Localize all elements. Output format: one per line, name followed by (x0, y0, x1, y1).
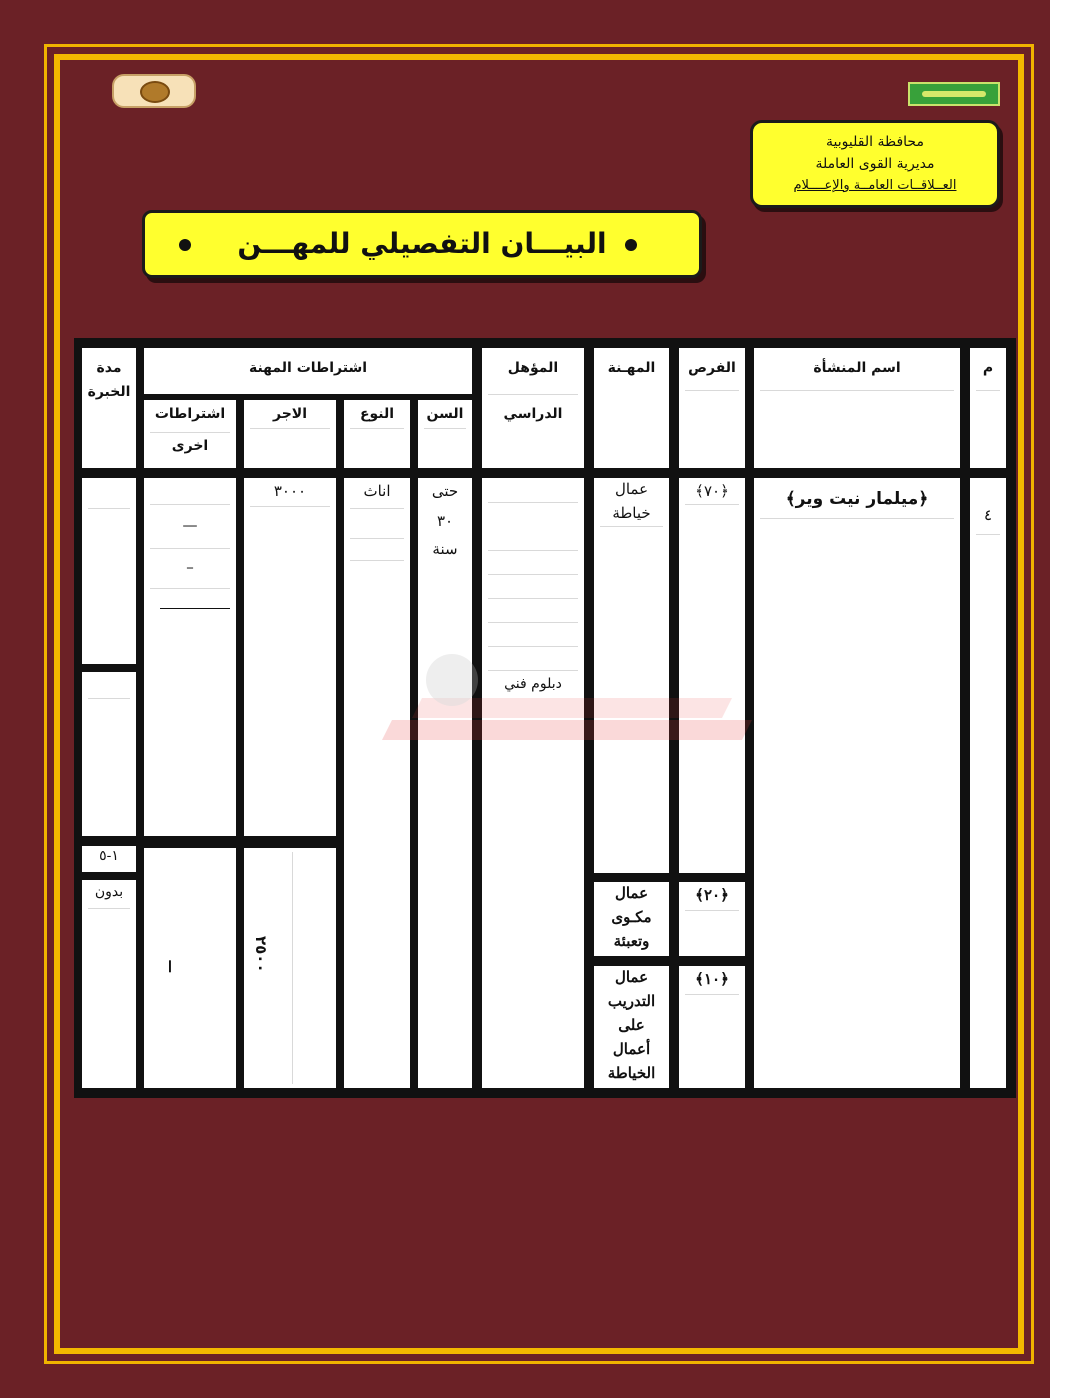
exp-cell-a (82, 478, 136, 664)
header-conditions-label: اشتراطات المهنة (248, 360, 368, 376)
vacancies-job1: ﴿٧٠﴾ (695, 482, 729, 500)
header-cell-num (970, 348, 1006, 468)
age-line1: حتى (431, 482, 459, 500)
job1-title-line1: عمال (614, 480, 649, 498)
job3-title-line2: التدريب (607, 992, 656, 1010)
header-cell-qualification (482, 348, 584, 468)
wage-cell-1 (244, 478, 336, 836)
header-vacancies-label: الفرص (688, 360, 736, 376)
vacancies-job2: ﴿٢٠﴾ (695, 886, 729, 904)
job3-title-line5: الخياطة (607, 1064, 656, 1082)
job1-title-line2: خياطة (612, 504, 651, 522)
exp-cell-c (82, 846, 136, 872)
header-qual-label-1: المؤهل (507, 360, 559, 376)
job3-title-line3: على (618, 1016, 645, 1034)
jobs-table (74, 338, 1016, 1098)
age-cell (418, 478, 472, 1088)
vacancies-cell-1 (679, 478, 745, 873)
job3-title-line4: أعمال (612, 1040, 651, 1058)
page-title: البيـــان التفصيلي للمهـــن (237, 227, 607, 260)
title-box (142, 210, 702, 278)
gender-value: اناث (363, 482, 391, 500)
header-cell-other (144, 400, 236, 468)
header-cell-experience (82, 348, 136, 468)
exp-job1: ١-٥ (99, 848, 119, 864)
job-cell-3 (594, 966, 669, 1088)
job2-title-line3: وتعبئة (613, 932, 650, 950)
wage-job1: ٣٠٠٠ (273, 482, 307, 500)
vacancies-job3: ﴿١٠﴾ (695, 970, 729, 988)
header-exp-label-1: مدة (96, 360, 122, 376)
job2-title-line1: عمال (614, 884, 649, 902)
logo-bar-icon (922, 91, 986, 97)
header-qual-label-2: الدراسي (503, 406, 563, 422)
header-cell-company (754, 348, 960, 468)
header-line-pr: العــلاقــات العامــة والإعــــلام (793, 178, 957, 193)
vacancies-cell-2 (679, 882, 745, 956)
exp-cell-d (82, 880, 136, 1088)
other-dash-1: — (182, 516, 198, 534)
governorate-logo (908, 82, 1000, 106)
other-underline (160, 608, 230, 609)
egypt-emblem-logo (112, 74, 196, 108)
qualification-value: دبلوم فني (504, 676, 562, 692)
company-name: ﴿ميلمار نيت وير﴾ (785, 489, 929, 509)
header-line-governorate: محافظة القليوبية (826, 134, 924, 150)
exp-cell-b (82, 672, 136, 836)
vacancies-cell-3 (679, 966, 745, 1088)
job2-title-line2: مكـوى (611, 908, 652, 926)
qualification-cell (482, 478, 584, 1088)
row-number: ٤ (983, 506, 993, 524)
header-job-label: المهـنة (607, 360, 656, 376)
job-cell-1 (594, 478, 669, 873)
header-cell-job (594, 348, 669, 468)
header-cell-wage (244, 400, 336, 468)
header-other-label-1: اشتراطات (154, 406, 226, 422)
other-job2: ا (167, 958, 173, 976)
eagle-seal-icon (140, 81, 170, 103)
row-num-cell (970, 478, 1006, 1088)
header-num-label: م (982, 360, 994, 376)
wage-cell-2 (244, 848, 336, 1088)
header-cell-vacancies (679, 348, 745, 468)
header-other-label-2: اخرى (171, 438, 209, 454)
exp-job2: بدون (94, 884, 124, 900)
other-cell-2 (144, 848, 236, 1088)
other-dash-2: – (186, 558, 194, 576)
age-line2: ٣٠ (436, 512, 454, 530)
age-line3: سنة (432, 540, 458, 558)
header-cell-gender (344, 400, 410, 468)
header-cell-conditions (144, 348, 472, 394)
header-line-directorate: مديرية القوى العاملة (815, 156, 935, 172)
wage-job2: ٢٥٠٠ (252, 936, 270, 973)
header-wage-label: الاجر (272, 406, 308, 422)
job3-title-line1: عمال (614, 968, 649, 986)
header-exp-label-2: الخبرة (87, 384, 131, 400)
company-cell (754, 478, 960, 1088)
directorate-header (750, 120, 1000, 208)
header-gender-label: النوع (359, 406, 395, 422)
wage-cell-divider (292, 852, 293, 1084)
gender-cell (344, 478, 410, 1088)
other-cell-1 (144, 478, 236, 836)
job-cell-2 (594, 882, 669, 956)
header-age-label: السن (426, 406, 464, 422)
header-company-label: اسم المنشأة (813, 360, 901, 376)
header-cell-age (418, 400, 472, 468)
